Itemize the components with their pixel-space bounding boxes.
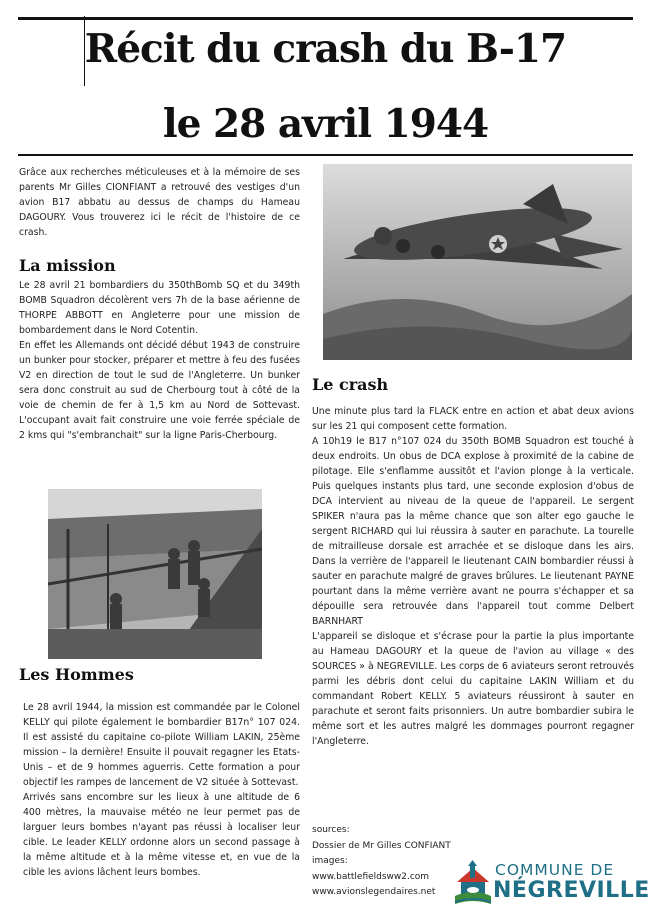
- mission-body: [19, 278, 300, 443]
- mission-paragraph-1: Le 28 avril 21 bombardiers du 350thBomb SQ et du 349th BOMB Squadron décolèrent vers 7h de la base aérienne de THORPE ABBOTT en Angleterre pour une mission de bombardement dans le Nord Cotentin.: [19, 280, 300, 336]
- crash-paragraph-2: A 10h19 le B17 n°107 024 du 350th BOMB Squadron est touché à deux endroits. Un obus de DCA explose à proximité de la cabine de pilotage. Elle s'enflamme aussitôt et l'avion plonge à la verticale. Puis quelques instants plus tard, une seconde explosion d'obus de DCA intervient au niveau de la queue de l'appareil. Le sergent SPIKER n'aura pas la même chance que son alter ego gauche le sergent RICHARD qui lui réussira à sauter en parachute. La tourelle de mitrailleuse dorsale est arrachée et se disloque dans les airs. Dans la verrière de l'appareil le lieutenant CAIN bombardier réussi à sauter en parachute malgré de graves brûlures. Le lieutenant PAYNE pourtant dans la même verrière avant ne pourra s'échapper et sa dépouille sera retrouvée dans l'appareil tout comme Delbert BARNHART: [312, 436, 634, 627]
- b17-bomber-illustration: [323, 164, 632, 360]
- crash-heading: Le crash: [312, 375, 389, 394]
- mission-paragraph-2: En effet les Allemands ont décidé début 1943 de construire un bunker pour stocker, préparer et mettre à feu des fusées V2 en direction de tout le sud de l'Angleterre. Un bunker sera donc construit au sud de Cherbourg tout à côté de la voie de chemin de fer à 1,5 km au Nord de Sottevast. L'occupant avait fait construire une voie ferrée spéciale de 2 kms qui "s'embranchait" sur la ligne Paris-Cherbourg.: [19, 340, 300, 441]
- intro-paragraph: [19, 165, 300, 240]
- construction-workers-illustration: [48, 489, 262, 659]
- crash-body: [312, 404, 634, 749]
- hommes-paragraph-2: Arrivés sans encombre sur les lieux à une altitude de 6 400 mètres, la mauvaise météo ne leur permet pas de larguer leurs bombes n'ayant pas réussi à localiser leur cible. Le leader KELLY ordonne alors un second passage à la même altitude et à la même vitesse et, en vue de la cible les avions lâchent leurs bombes.: [23, 792, 300, 878]
- title-bottom-rule: [18, 154, 633, 156]
- b17-bomber-photo: [323, 164, 632, 360]
- crash-paragraph-3: L'appareil se disloque et s'écrase pour la partie la plus importante au Hameau DAGOURY et la queue de l'avion au village « des SOURCES » à NEGREVILLE. Les corps de 6 aviateurs seront retrouvés parmi les débris dont celui du capitaine LAKIN William et du commandant Robert KELLY. 5 aviateurs réussiront à sauter en parachute et seront faits prisonniers. Un autre bombardier subira le même sort et les autres malgré les dommages pourront regagner l'Angleterre.: [312, 631, 634, 747]
- sources-block: [312, 823, 451, 901]
- intro-text: Grâce aux recherches méticuleuses et à la mémoire de ses parents Mr Gilles CIONFIANT a retrouvé des vestiges d'un avion B17 abbatu au dessus de champs du Hameau DAGOURY. Vous trouverez ici le récit de l'histoire de ce crash.: [19, 167, 300, 238]
- logo-town-name: NÉGREVILLE: [493, 878, 650, 903]
- sources-label: sources:: [312, 825, 350, 835]
- images-label: images:: [312, 856, 348, 866]
- village-crest-icon: [453, 860, 493, 908]
- logo-commune-label: COMMUNE DE: [495, 861, 615, 879]
- hommes-heading: Les Hommes: [19, 665, 134, 684]
- mission-heading: La mission: [19, 256, 116, 275]
- crash-paragraph-1: Une minute plus tard la FLACK entre en action et abat deux avions sur les 21 qui composent cette formation.: [312, 406, 634, 432]
- hommes-body: [23, 700, 300, 880]
- top-rule: [18, 17, 633, 20]
- construction-workers-photo: [48, 489, 262, 659]
- sources-dossier: Dossier de Mr Gilles CONFIANT: [312, 840, 451, 851]
- source-link-battlefields[interactable]: www.battlefieldsww2.com: [312, 871, 430, 882]
- page-title-line-1: Récit du crash du B-17: [84, 26, 567, 72]
- negreville-logo: [453, 860, 493, 908]
- hommes-paragraph-1: Le 28 avril 1944, la mission est commandée par le Colonel KELLY qui pilote également le bombardier B17n° 107 024. Il est assisté du capitaine co-pilote William LAKIN, 25ème mission – la dernière! Ensuite il pouvait regagner les Etats-Unis – et de 9 hommes aguerris. Cette formation a pour objectif les rampes de lancement de V2 située à Sottevast.: [23, 702, 300, 788]
- source-link-avionslegendaires[interactable]: www.avionslegendaires.net: [312, 887, 436, 897]
- page-title-line-2: le 28 avril 1944: [162, 101, 489, 147]
